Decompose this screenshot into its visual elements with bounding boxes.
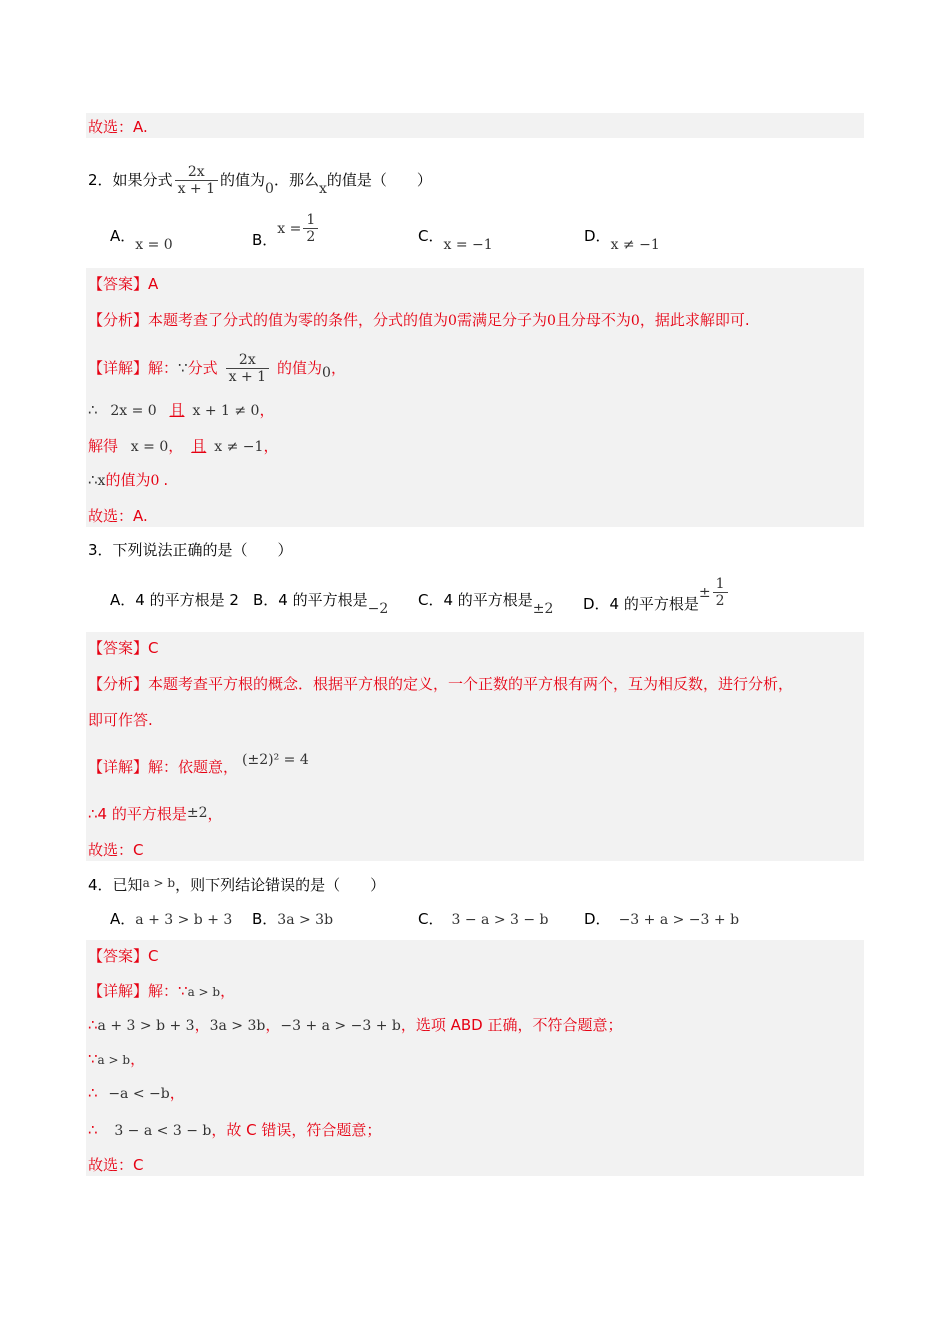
q4-answer-value: C bbox=[148, 947, 159, 965]
q4-option-c-math: 3 − a > 3 − b bbox=[451, 912, 549, 928]
q3-analysis-text-1: 本题考查平方根的概念．根据平方根的定义，一个正数的平方根有两个，互为相反数，进行分析， bbox=[148, 675, 794, 693]
q3-detail-text: 解：依题意， bbox=[148, 758, 239, 776]
q2-option-c bbox=[418, 226, 493, 253]
q4-option-d-label: D． bbox=[584, 910, 611, 928]
q3-option-d-den: 2 bbox=[715, 593, 725, 609]
q4-line4 bbox=[88, 1083, 864, 1104]
q2-stem-post: 的值是（ ） bbox=[326, 171, 432, 189]
q2-option-b-fraction bbox=[303, 212, 318, 245]
q3-option-d-pm: ± bbox=[698, 585, 711, 601]
q2-stem-mid2: ．那么 bbox=[273, 171, 319, 189]
q2-step2-math-b: x ≠ −1 bbox=[214, 439, 264, 455]
q2-step2-comma-2: ， bbox=[263, 437, 279, 455]
q4-answer bbox=[88, 946, 864, 966]
q3-option-a: A．4 的平方根是 2 bbox=[110, 591, 239, 609]
q2-step1-comma: ， bbox=[259, 401, 275, 419]
q4-line2-therefore: ∴ bbox=[88, 1016, 98, 1034]
q2-detail-a: 解： bbox=[148, 359, 179, 377]
q2-analysis-zero-3: 0 bbox=[630, 313, 640, 329]
q4-line3-math: a > b bbox=[97, 1053, 131, 1067]
q2-detail-zero: 0 bbox=[322, 365, 331, 381]
q3-analysis-tag: 【分析】 bbox=[88, 675, 149, 693]
q2-option-c-math: x = −1 bbox=[443, 237, 493, 253]
q2-detail-frac-den: x + 1 bbox=[228, 369, 267, 385]
q2-step2-math-a: x = 0 bbox=[130, 439, 169, 455]
q3-analysis-line1 bbox=[88, 674, 864, 694]
q3-option-d-fraction bbox=[713, 576, 728, 609]
q2-detail-c: 的值为 bbox=[277, 359, 323, 377]
q2-zero: 0 bbox=[265, 181, 274, 197]
q2-step2-and: 且 bbox=[191, 437, 207, 455]
q4-stem-a: 已知 bbox=[112, 876, 143, 894]
q2-option-b-math: x = bbox=[277, 221, 302, 237]
q4-line2-math-2: 3a > 3b bbox=[209, 1018, 266, 1034]
q4-line3-comma: ， bbox=[130, 1050, 146, 1068]
q2-answer bbox=[88, 274, 864, 294]
q2-step1-math-a: 2x = 0 bbox=[110, 403, 157, 419]
q3-final: 故选：C bbox=[88, 841, 144, 859]
q2-analysis-zero-2: 0 bbox=[546, 313, 556, 329]
q4-line4-therefore: ∴ bbox=[88, 1084, 98, 1102]
q4-line5-therefore: ∴ bbox=[88, 1121, 98, 1139]
q2-analysis bbox=[88, 310, 864, 331]
q2-step2 bbox=[88, 436, 864, 457]
q4-final: 故选：C bbox=[88, 1156, 144, 1174]
q3-analysis-line2: 即可作答. bbox=[88, 711, 153, 729]
q2-detail-fraction bbox=[226, 352, 269, 385]
q2-concl-period: . bbox=[163, 471, 169, 489]
q2-analysis-a: 本题考查了分式的值为零的条件，分式的值为 bbox=[148, 311, 449, 329]
prev-conclusion: 故选：A. bbox=[88, 118, 148, 136]
q2-analysis-d: ，据此求解即可. bbox=[639, 311, 750, 329]
q4-detail-text: 解： bbox=[148, 982, 179, 1000]
q3-answer-value: C bbox=[148, 639, 159, 657]
q3-option-c bbox=[418, 590, 554, 617]
q3-option-c-text: C．4 的平方根是 bbox=[418, 591, 533, 609]
q2-step1-and: 且 bbox=[169, 401, 185, 419]
q2-because-symbol: ∵ bbox=[178, 359, 188, 377]
q2-option-b-num: 1 bbox=[303, 212, 318, 229]
q2-final: 故选：A. bbox=[88, 507, 148, 525]
q2-option-a-label: A． bbox=[110, 227, 136, 245]
q2-number: 2． bbox=[88, 171, 113, 189]
q4-line2-comma-1: ， bbox=[194, 1016, 210, 1034]
q4-stem-b: ，则下列结论错误的是（ ） bbox=[175, 876, 386, 894]
q3-option-c-math: ±2 bbox=[532, 601, 554, 617]
q2-detail-tag: 【详解】 bbox=[88, 359, 149, 377]
q4-stem-math: a > b bbox=[142, 876, 176, 890]
q2-option-b-label: B． bbox=[252, 231, 278, 249]
q4-option-a bbox=[110, 909, 232, 930]
q2-concl-zero: 0 bbox=[150, 473, 160, 489]
q4-line2-math-3: −3 + a > −3 + b bbox=[280, 1018, 401, 1034]
q4-detail-math: a > b bbox=[187, 985, 221, 999]
q2-stem-pre: 如果分式 bbox=[112, 171, 173, 189]
q2-concl-text: 的值为 bbox=[105, 471, 151, 489]
q3-number: 3． bbox=[88, 541, 113, 559]
q3-solution-block bbox=[86, 632, 864, 861]
q4-line3-because: ∵ bbox=[88, 1050, 98, 1068]
q2-therefore-2: ∴ bbox=[88, 471, 98, 489]
q4-detail-tag: 【详解】 bbox=[88, 982, 149, 1000]
q4-line5-math: 3 − a < 3 − b bbox=[114, 1123, 212, 1139]
q2-option-a-math: x = 0 bbox=[135, 237, 173, 253]
q2-concl-var: x bbox=[97, 473, 106, 489]
q4-option-a-label: A． bbox=[110, 910, 136, 928]
q4-option-c bbox=[418, 909, 549, 930]
q2-step1 bbox=[88, 400, 864, 421]
q4-line5 bbox=[88, 1120, 864, 1141]
q2-frac-num: 2x bbox=[175, 164, 218, 181]
q3-option-d-num: 1 bbox=[713, 576, 728, 593]
q4-line2-math-1: a + 3 > b + 3 bbox=[97, 1018, 195, 1034]
q2-option-d-label: D． bbox=[584, 227, 611, 245]
q3-option-d bbox=[583, 576, 730, 613]
q4-option-b-label: B． bbox=[252, 910, 278, 928]
q4-option-b-math: 3a > 3b bbox=[277, 912, 334, 928]
q4-option-d bbox=[584, 909, 739, 930]
q4-detail bbox=[88, 981, 864, 1002]
q3-option-b bbox=[253, 590, 389, 617]
q3-option-b-text: B．4 的平方根是 bbox=[253, 591, 368, 609]
q3-concl-math: ±2 bbox=[186, 805, 208, 821]
q2-conclusion bbox=[88, 470, 864, 491]
q4-option-c-label: C． bbox=[418, 910, 444, 928]
q4-line4-comma: ， bbox=[169, 1084, 185, 1102]
q3-conclusion bbox=[88, 804, 864, 825]
q2-step1-math-b: x + 1 ≠ 0 bbox=[192, 403, 260, 419]
q2-analysis-c: 且分母不为 bbox=[555, 311, 631, 329]
q3-detail-math: (±2)² = 4 bbox=[242, 752, 309, 768]
q2-detail-comma: ， bbox=[330, 359, 346, 377]
q4-line5-text: ，故 C 错误，符合题意； bbox=[211, 1121, 382, 1139]
q3-detail-tag: 【详解】 bbox=[88, 758, 149, 776]
q2-stem bbox=[88, 164, 864, 197]
q2-frac-den: x + 1 bbox=[177, 181, 215, 197]
q2-option-c-label: C． bbox=[418, 227, 444, 245]
q3-stem bbox=[88, 540, 864, 560]
q2-stem-mid: 的值为 bbox=[220, 171, 266, 189]
q2-analysis-tag: 【分析】 bbox=[88, 311, 149, 329]
q3-option-b-math: −2 bbox=[367, 601, 389, 617]
q2-var: x bbox=[318, 181, 327, 197]
q2-answer-value: A bbox=[148, 275, 159, 293]
q3-option-d-text: D．4 的平方根是 bbox=[583, 595, 699, 613]
q2-option-b-den: 2 bbox=[306, 229, 316, 245]
q3-stem-text: 下列说法正确的是（ ） bbox=[112, 541, 293, 559]
q3-detail bbox=[88, 752, 864, 778]
q2-option-d bbox=[584, 226, 660, 253]
q2-therefore-1: ∴ bbox=[88, 401, 98, 419]
q4-option-d-math: −3 + a > −3 + b bbox=[618, 912, 740, 928]
q3-answer bbox=[88, 638, 864, 658]
q2-detail-b: 分式 bbox=[187, 359, 218, 377]
q2-detail bbox=[88, 352, 864, 385]
q4-line2-text: ，选项 ABD 正确，不符合题意； bbox=[400, 1016, 623, 1034]
q2-step2-comma-1: ， bbox=[168, 437, 184, 455]
q2-option-a bbox=[110, 226, 173, 253]
q2-option-b bbox=[252, 212, 320, 249]
q3-concl-comma: ， bbox=[207, 805, 223, 823]
q2-fraction bbox=[175, 164, 218, 197]
q2-option-d-math: x ≠ −1 bbox=[610, 237, 660, 253]
q4-option-a-math: a + 3 > b + 3 bbox=[135, 912, 233, 928]
q3-answer-tag: 【答案】 bbox=[88, 639, 149, 657]
q4-option-b bbox=[252, 909, 333, 930]
q4-detail-comma: ， bbox=[220, 982, 236, 1000]
q4-stem bbox=[88, 875, 864, 896]
q4-answer-tag: 【答案】 bbox=[88, 947, 149, 965]
q4-line4-math: −a < −b bbox=[108, 1086, 170, 1102]
q3-concl-text: ∴4 的平方根是 bbox=[88, 805, 187, 823]
q4-line2-comma-2: ， bbox=[265, 1016, 281, 1034]
q4-because-symbol: ∵ bbox=[178, 982, 188, 1000]
q2-answer-tag: 【答案】 bbox=[88, 275, 149, 293]
q2-analysis-b: 需满足分子为 bbox=[456, 311, 547, 329]
q4-number: 4． bbox=[88, 876, 113, 894]
q4-line2 bbox=[88, 1015, 864, 1036]
q4-line3 bbox=[88, 1049, 864, 1070]
q2-analysis-zero-1: 0 bbox=[448, 313, 457, 329]
q2-detail-frac-num: 2x bbox=[226, 352, 269, 369]
q2-solve-label: 解得 bbox=[88, 437, 119, 455]
